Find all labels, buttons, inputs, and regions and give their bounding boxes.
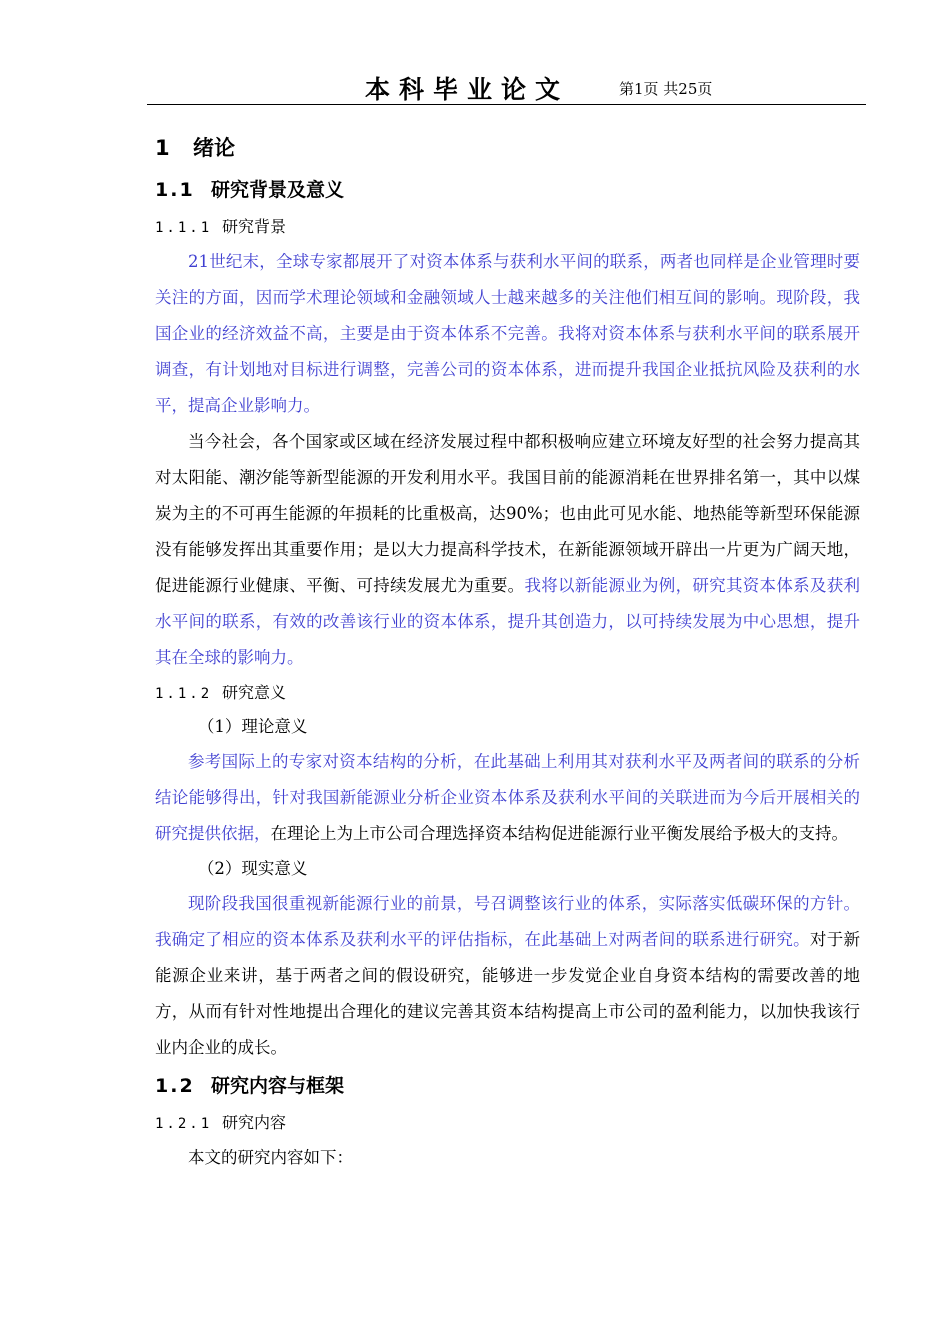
document-body (155, 118, 860, 1176)
thesis-title: 本科毕业论文 (365, 75, 570, 104)
theory-significance-label: （1）理论意义 (197, 717, 308, 736)
page-header (147, 68, 866, 105)
subsection-heading-1-1-2 (155, 676, 860, 710)
section-number: 1.2 (155, 1075, 195, 1097)
chapter-heading (155, 126, 860, 170)
subsection-heading-1-2-1 (155, 1106, 860, 1140)
paragraph-practice (155, 886, 860, 1066)
section-heading-1-1 (155, 170, 860, 210)
practical-significance-label: （2）现实意义 (197, 859, 308, 878)
page-number: 第1页 共25页 (619, 80, 713, 98)
subsection-title: 研究意义 (222, 683, 287, 702)
paragraph-background-1 (155, 244, 860, 424)
highlighted-text: 现阶段我国很重视新能源行业的前景，号召调整该行业的体系，实际落实低碳环保的方针。我确定了相应的资本体系及获利水平的评估指标，在此基础上对两者间的联系进行研究。 (155, 894, 860, 949)
chapter-title: 绪论 (193, 136, 235, 160)
chapter-number: 1 (155, 136, 170, 160)
section-title: 研究内容与框架 (211, 1075, 345, 1097)
subsection-number: 1.1.1 (155, 220, 213, 236)
subsection-number: 1.2.1 (155, 1116, 213, 1132)
body-text: 当今社会，各个国家或区域在经济发展过程中都积极响应建立环境友好型的社会努力提高其对太阳能、潮汐能等新型能源的开发利用水平。我国目前的能源消耗在世界排名第一，其中以煤炭为主的不可再生能源的年损耗的比重极高，达90%；也由此可见水能、地热能等新型环保能源没有能够发挥出其重要作用；是以大力提高科学技术，在新能源领域开辟出一片更为广阔天地，促进能源行业健康、平衡、可持续发展尤为重要。 (155, 432, 860, 595)
paragraph-theory (155, 744, 860, 852)
highlighted-text: 参考国际上的专家对资本结构的分析，在此基础上利用其对获利水平及两者间的联系的分析结论能够得出，针对我国新能源业分析企业资本体系及获利水平间的关联进而为今后开展相关的研究提供依据， (155, 752, 860, 843)
subsection-title: 研究背景 (222, 217, 287, 236)
paragraph-content-intro: 本文的研究内容如下： (188, 1148, 353, 1167)
subsection-title: 研究内容 (222, 1113, 287, 1132)
paragraph-background-2 (155, 424, 860, 676)
section-heading-1-2 (155, 1066, 860, 1106)
subsection-number: 1.1.2 (155, 686, 213, 702)
subsection-heading-1-1-1 (155, 210, 860, 244)
section-title: 研究背景及意义 (211, 179, 345, 201)
body-text: 对于新能源企业来讲，基于两者之间的假设研究，能够进一步发觉企业自身资本结构的需要改善的地方，从而有针对性地提出合理化的建议完善其资本结构提高上市公司的盈利能力，以加快我该行业内企业的成长。 (155, 930, 861, 1057)
section-number: 1.1 (155, 179, 195, 201)
body-text: 在理论上为上市公司合理选择资本结构促进能源行业平衡发展给予极大的支持。 (270, 824, 848, 843)
highlighted-text: 21世纪末，全球专家都展开了对资本体系与获利水平间的联系，两者也同样是企业管理时要关注的方面，因而学术理论领域和金融领域人士越来越多的关注他们相互间的影响。现阶段，我国企业的经济效益不高，主要是由于资本体系不完善。我将对资本体系与获利水平间的联系展开调查，有计划地对目标进行调整，完善公司的资本体系，进而提升我国企业抵抗风险及获利的水平，提高企业影响力。 (155, 252, 860, 415)
highlighted-text: 我将以新能源业为例，研究其资本体系及获利水平间的联系，有效的改善该行业的资本体系，提升其创造力，以可持续发展为中心思想，提升其在全球的影响力。 (155, 576, 861, 667)
